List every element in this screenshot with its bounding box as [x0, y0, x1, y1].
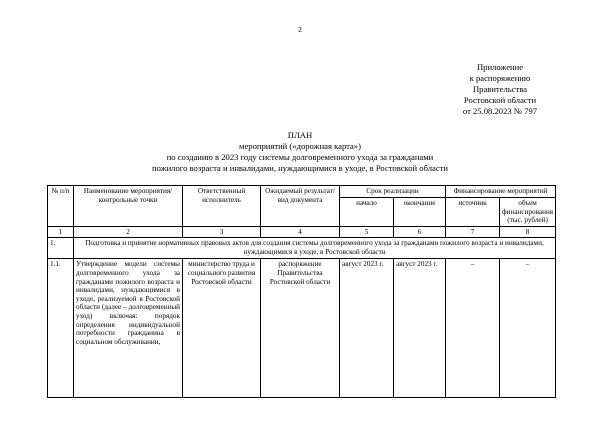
column-number: 1: [48, 226, 74, 238]
row-finance-source: –: [446, 259, 500, 398]
column-number: 3: [183, 226, 261, 238]
column-number: 5: [340, 226, 394, 238]
header-name: Наименование мероприятия/контрольные точки: [74, 186, 183, 227]
column-number: 7: [446, 226, 500, 238]
header-result: Ожидаемый результат/вид документа: [261, 186, 340, 227]
section-title: Подготовка и принятие нормативных правовых актов для создания системы долговременного ухода за гражданами пожилого возраста и инвалидами, нуждающимися в уходе, в Ростовской области: [74, 238, 556, 259]
row-executor: министерство труда и социального развития Ростовской области: [183, 259, 261, 398]
section-row: [48, 238, 556, 259]
row-term-end: август 2023 г.: [394, 259, 446, 398]
row-term-start: август 2023 г.: [340, 259, 394, 398]
column-number: 8: [500, 226, 556, 238]
header-finance-volume: объем финансирования (тыс. рублей): [500, 198, 556, 227]
column-number: 4: [261, 226, 340, 238]
plan-table: [47, 185, 556, 398]
plan-title-line: по созданию в 2023 году системы долговременного ухода за гражданами: [166, 152, 434, 162]
header-no: № п/п: [48, 186, 74, 227]
section-number: 1.: [48, 238, 74, 259]
header-finance: Финансирование мероприятий: [446, 186, 556, 198]
header-term-start: начало: [340, 198, 394, 227]
column-number: 2: [74, 226, 183, 238]
header-row: [48, 186, 556, 198]
row-finance-volume: –: [500, 259, 556, 398]
appendix-block: [418, 62, 582, 117]
plan-title-line: ПЛАН: [287, 130, 313, 140]
column-number-row: [48, 226, 556, 238]
plan-title-line: пожилого возраста и инвалидами, нуждающимися в уходе, в Ростовской области: [151, 163, 449, 173]
appendix-line: Правительства: [472, 84, 528, 94]
header-executor: Ответственный исполнитель: [183, 186, 261, 227]
appendix-line: Ростовской области: [463, 95, 537, 105]
table-row: [48, 259, 556, 398]
row-result: распоряжение Правительства Ростовской области: [261, 259, 340, 398]
plan-title: [80, 130, 520, 174]
row-name: Утверждение модели системы долговременного ухода за гражданами пожилого возраста и инвалидами, нуждающимися в уходе, реализуемой в Ростовской области (далее – долговременный уход) включая: порядок определения индивидуальной потребности гражданина в социальном обслуживании,: [74, 259, 183, 398]
column-number: 6: [394, 226, 446, 238]
appendix-line: к распоряжению: [469, 73, 531, 83]
header-finance-source: источник: [446, 198, 500, 227]
appendix-date-line: от 25.08.2023 № 797: [462, 106, 538, 116]
appendix-line: Приложение: [476, 62, 524, 72]
header-term: Срок реализации: [340, 186, 446, 198]
header-term-end: окончание: [394, 198, 446, 227]
row-number: 1.1.: [48, 259, 74, 398]
plan-title-line: мероприятий («дорожная карта»): [239, 141, 361, 151]
page-number: 2: [298, 25, 302, 34]
